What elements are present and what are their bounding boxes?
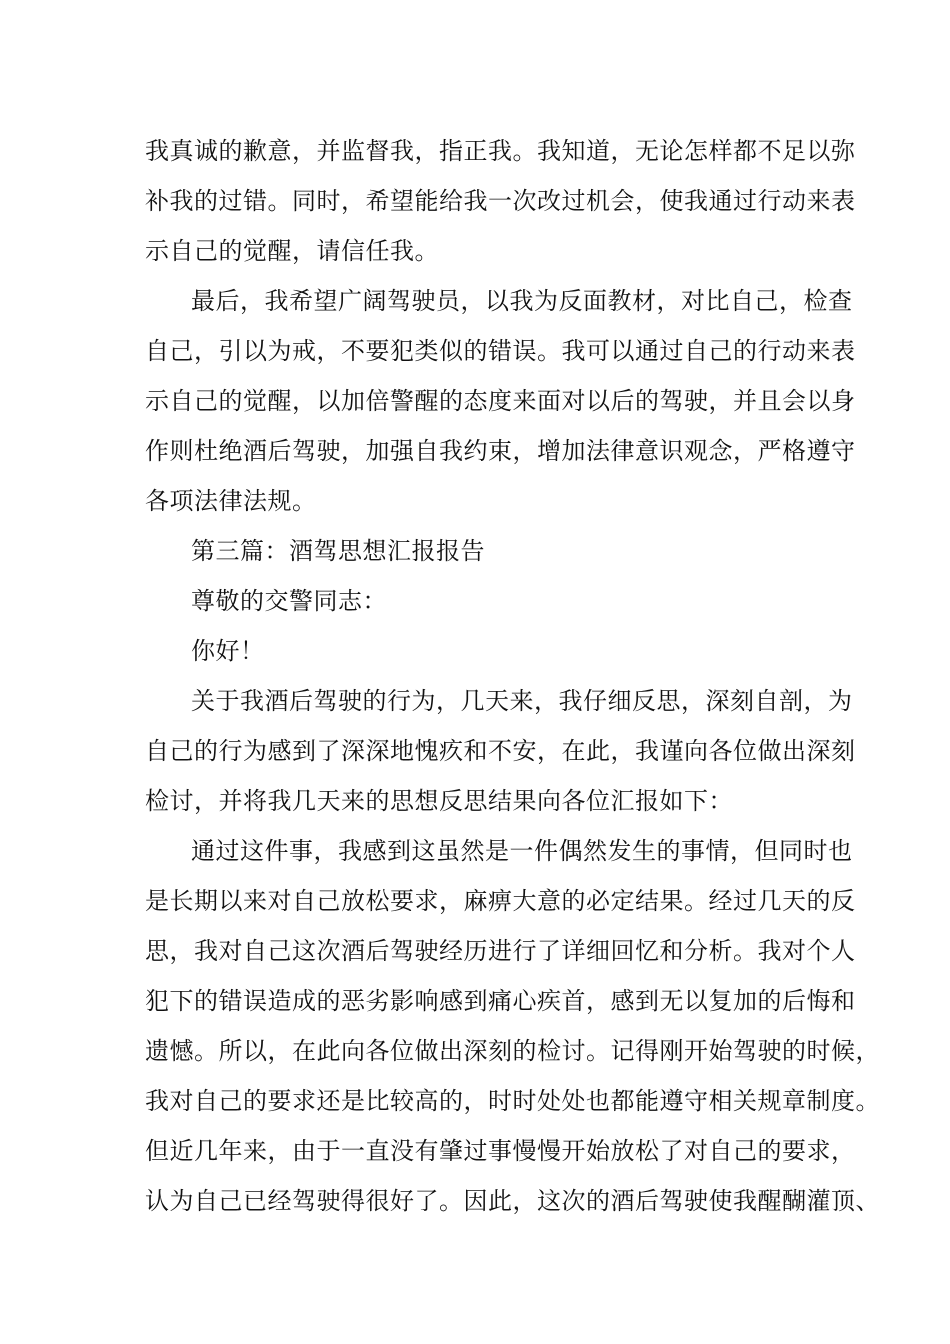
text-line: 补我的过错。同时，希望能给我一次改过机会，使我通过行动来表	[145, 187, 856, 215]
text-line: 自己，引以为戒，不要犯类似的错误。我可以通过自己的行动来表	[145, 337, 856, 365]
text-line: 自己的行为感到了深深地愧疚和不安，在此，我谨向各位做出深刻	[145, 737, 856, 765]
text-line: 作则杜绝酒后驾驶，加强自我约束，增加法律意识观念，严格遵守	[145, 437, 856, 465]
text-line: 遗憾。所以，在此向各位做出深刻的检讨。记得刚开始驾驶的时候，	[145, 1037, 880, 1065]
text-line: 示自己的觉醒，以加倍警醒的态度来面对以后的驾驶，并且会以身	[145, 387, 856, 415]
text-line: 认为自己已经驾驶得很好了。因此，这次的酒后驾驶使我醒醐灌顶、	[145, 1187, 880, 1215]
text-line: 但近几年来，由于一直没有肇过事慢慢开始放松了对自己的要求，	[145, 1137, 856, 1165]
text-line: 犯下的错误造成的恶劣影响感到痛心疾首，感到无以复加的后悔和	[145, 987, 856, 1015]
section-heading: 第三篇：酒驾思想汇报报告	[191, 537, 485, 565]
document-body	[145, 126, 880, 1226]
text-line: 示自己的觉醒，请信任我。	[145, 237, 439, 265]
text-line: 关于我酒后驾驶的行为，几天来，我仔细反思，深刻自剖，为	[191, 687, 853, 715]
text-line: 各项法律法规。	[145, 487, 317, 515]
text-line: 最后，我希望广阔驾驶员，以我为反面教材，对比自己，检查	[191, 287, 853, 315]
text-line: 思，我对自己这次酒后驾驶经历进行了详细回忆和分析。我对个人	[145, 937, 856, 965]
text-line: 我真诚的歉意，并监督我，指正我。我知道，无论怎样都不足以弥	[145, 137, 856, 165]
text-line: 通过这件事，我感到这虽然是一件偶然发生的事情，但同时也	[191, 837, 853, 865]
text-line: 检讨，并将我几天来的思想反思结果向各位汇报如下：	[145, 787, 733, 815]
text-line: 是长期以来对自己放松要求，麻痹大意的必定结果。经过几天的反	[145, 887, 856, 915]
text-line: 我对自己的要求还是比较高的，时时处处也都能遵守相关规章制度。	[145, 1087, 880, 1115]
salutation: 尊敬的交警同志：	[191, 587, 387, 615]
greeting: 你好！	[191, 637, 265, 665]
